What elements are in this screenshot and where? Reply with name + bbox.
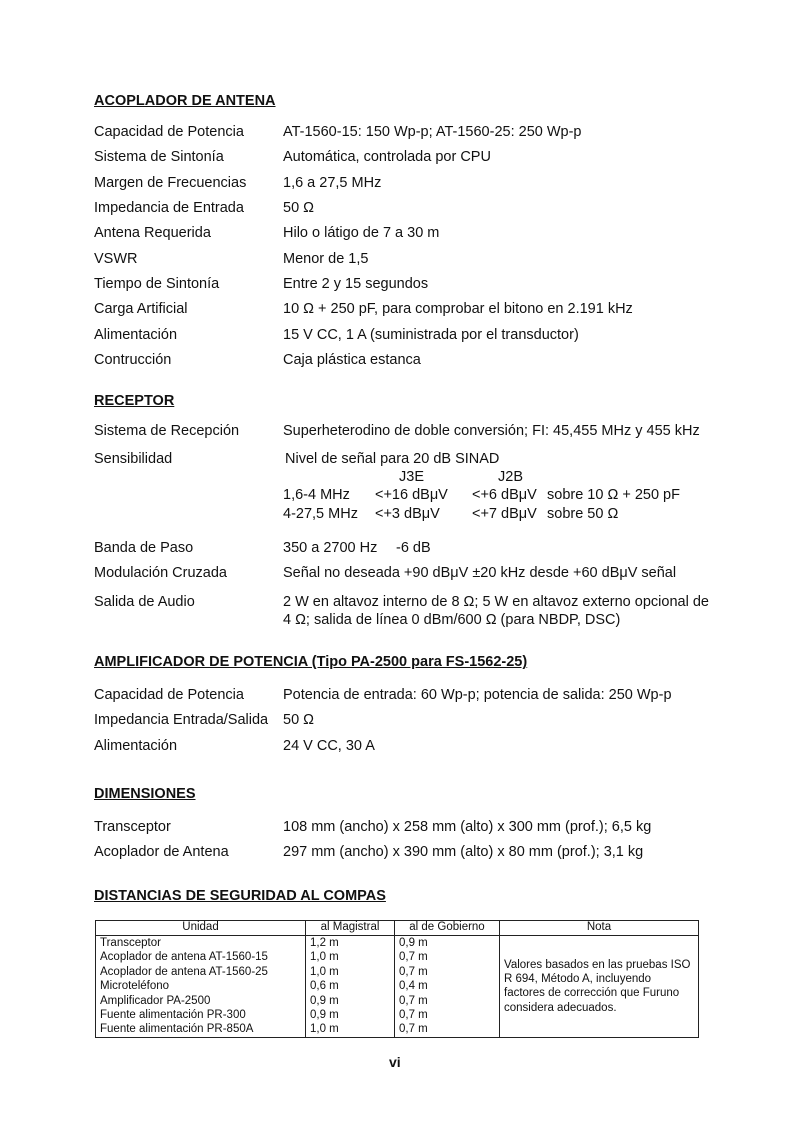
sensitivity-col-j2b: J2B xyxy=(498,469,523,485)
table-cell: Microteléfono xyxy=(100,980,170,993)
spec-label: Carga Artificial xyxy=(94,301,188,317)
table-cell: Fuente alimentación PR-850A xyxy=(100,1023,254,1036)
spec-label: Sistema de Sintonía xyxy=(94,149,224,165)
sensitivity-condition: sobre 10 Ω + 250 pF xyxy=(547,487,680,503)
spec-label: Salida de Audio xyxy=(94,594,195,610)
table-cell: Acoplador de antena AT-1560-15 xyxy=(100,951,268,964)
table-body-row xyxy=(96,936,699,1038)
spec-label: Contrucción xyxy=(94,352,172,368)
spec-value: Menor de 1,5 xyxy=(283,251,369,267)
spec-label: Capacidad de Potencia xyxy=(94,124,244,140)
table-cell: 0,9 m xyxy=(310,1009,339,1022)
table-cell: 0,7 m xyxy=(399,994,428,1007)
magistral-list xyxy=(306,936,395,1038)
sensitivity-condition: sobre 50 Ω xyxy=(547,506,619,522)
table-header-row xyxy=(96,921,699,936)
sensitivity-j3e: <+3 dBμV xyxy=(375,506,440,522)
spec-label: Margen de Frecuencias xyxy=(94,175,247,191)
spec-value: 10 Ω + 250 pF, para comprobar el bitono en 2.191 kHz xyxy=(283,301,633,317)
col-header-magistral: al Magistral xyxy=(306,921,395,936)
page-number: vi xyxy=(389,1054,401,1070)
table-cell: 0,7 m xyxy=(399,951,428,964)
band-extra: -6 dB xyxy=(396,540,431,556)
spec-value: 108 mm (ancho) x 258 mm (alto) x 300 mm (prof.); 6,5 kg xyxy=(283,819,652,835)
table-cell: 0,4 m xyxy=(399,980,428,993)
spec-label: Acoplador de Antena xyxy=(94,844,229,860)
amplifier-heading: AMPLIFICADOR DE POTENCIA (Tipo PA-2500 para FS-1562-25) xyxy=(94,654,528,670)
spec-label: Sistema de Recepción xyxy=(94,423,240,439)
spec-label: Antena Requerida xyxy=(94,225,211,241)
compass-distance-table xyxy=(95,920,699,1038)
coupler-heading: ACOPLADOR DE ANTENA xyxy=(94,93,276,109)
table-cell: 1,2 m xyxy=(310,937,339,949)
table-cell: 0,9 m xyxy=(399,937,428,949)
spec-value: Hilo o látigo de 7 a 30 m xyxy=(283,225,440,241)
spec-value: Señal no deseada +90 dBμV ±20 kHz desde +60 dBμV señal xyxy=(283,565,677,581)
spec-value: 15 V CC, 1 A (suministrada por el transductor) xyxy=(283,327,579,343)
table-cell: 0,9 m xyxy=(310,994,339,1007)
spec-value: Potencia de entrada: 60 Wp-p; potencia de salida: 250 Wp-p xyxy=(283,687,672,703)
col-header-note: Nota xyxy=(500,921,699,936)
dimensions-heading: DIMENSIONES xyxy=(94,786,196,802)
spec-label: Alimentación xyxy=(94,738,178,754)
spec-value: 4 Ω; salida de línea 0 dBm/600 Ω (para NBDP, DSC) xyxy=(283,612,621,628)
col-header-gobierno: al de Gobierno xyxy=(395,921,500,936)
spec-label: Impedancia Entrada/Salida xyxy=(94,712,269,728)
table-cell: 0,7 m xyxy=(399,965,428,978)
sensitivity-range: 1,6-4 MHz xyxy=(283,487,350,503)
table-cell: Fuente alimentación PR-300 xyxy=(100,1009,246,1022)
table-cell: 0,7 m xyxy=(399,1009,428,1022)
spec-value: Caja plástica estanca xyxy=(283,352,421,368)
table-cell: 1,0 m xyxy=(310,1023,339,1036)
sensitivity-j2b: <+7 dBμV xyxy=(472,506,537,522)
spec-value: 1,6 a 27,5 MHz xyxy=(283,175,382,191)
spec-value: AT-1560-15: 150 Wp-p; AT-1560-25: 250 Wp-p xyxy=(283,124,582,140)
sensitivity-intro: Nivel de señal para 20 dB SINAD xyxy=(285,451,500,467)
table-cell: 1,0 m xyxy=(310,965,339,978)
table-cell: 1,0 m xyxy=(310,951,339,964)
note-cell: Valores basados en las pruebas ISO R 694, Método A, incluyendo factores de corrección que Furuno considera adecuados. xyxy=(500,936,699,1038)
table-cell: Acoplador de antena AT-1560-25 xyxy=(100,965,268,978)
receiver-heading: RECEPTOR xyxy=(94,393,175,409)
spec-label: Capacidad de Potencia xyxy=(94,687,244,703)
spec-value: 50 Ω xyxy=(283,200,314,216)
table-cell: 0,6 m xyxy=(310,980,339,993)
spec-label: VSWR xyxy=(94,251,138,267)
table-cell: 0,7 m xyxy=(399,1023,428,1036)
table-cell: Transceptor xyxy=(100,937,161,949)
col-header-unit: Unidad xyxy=(96,921,306,936)
spec-value: Entre 2 y 15 segundos xyxy=(283,276,429,292)
spec-label: Alimentación xyxy=(94,327,178,343)
spec-label: Tiempo de Sintonía xyxy=(94,276,220,292)
spec-value: 50 Ω xyxy=(283,712,314,728)
unit-list xyxy=(96,936,306,1038)
spec-label: Sensibilidad xyxy=(94,451,173,467)
spec-value: 297 mm (ancho) x 390 mm (alto) x 80 mm (prof.); 3,1 kg xyxy=(283,844,644,860)
sensitivity-j2b: <+6 dBμV xyxy=(472,487,537,503)
spec-label: Modulación Cruzada xyxy=(94,565,227,581)
sensitivity-range: 4-27,5 MHz xyxy=(283,506,358,522)
spec-label: Impedancia de Entrada xyxy=(94,200,244,216)
spec-value: 24 V CC, 30 A xyxy=(283,738,375,754)
spec-value: 350 a 2700 Hz xyxy=(283,540,378,556)
compass-heading: DISTANCIAS DE SEGURIDAD AL COMPAS xyxy=(94,888,386,904)
spec-value: Automática, controlada por CPU xyxy=(283,149,491,165)
spec-label: Banda de Paso xyxy=(94,540,194,556)
sensitivity-j3e: <+16 dBμV xyxy=(375,487,448,503)
sensitivity-col-j3e: J3E xyxy=(399,469,424,485)
gobierno-list xyxy=(395,936,500,1038)
table-cell: Amplificador PA-2500 xyxy=(100,994,211,1007)
spec-label: Transceptor xyxy=(94,819,171,835)
spec-value: Superheterodino de doble conversión; FI: 45,455 MHz y 455 kHz xyxy=(283,423,700,439)
spec-value: 2 W en altavoz interno de 8 Ω; 5 W en altavoz externo opcional de xyxy=(283,594,709,610)
